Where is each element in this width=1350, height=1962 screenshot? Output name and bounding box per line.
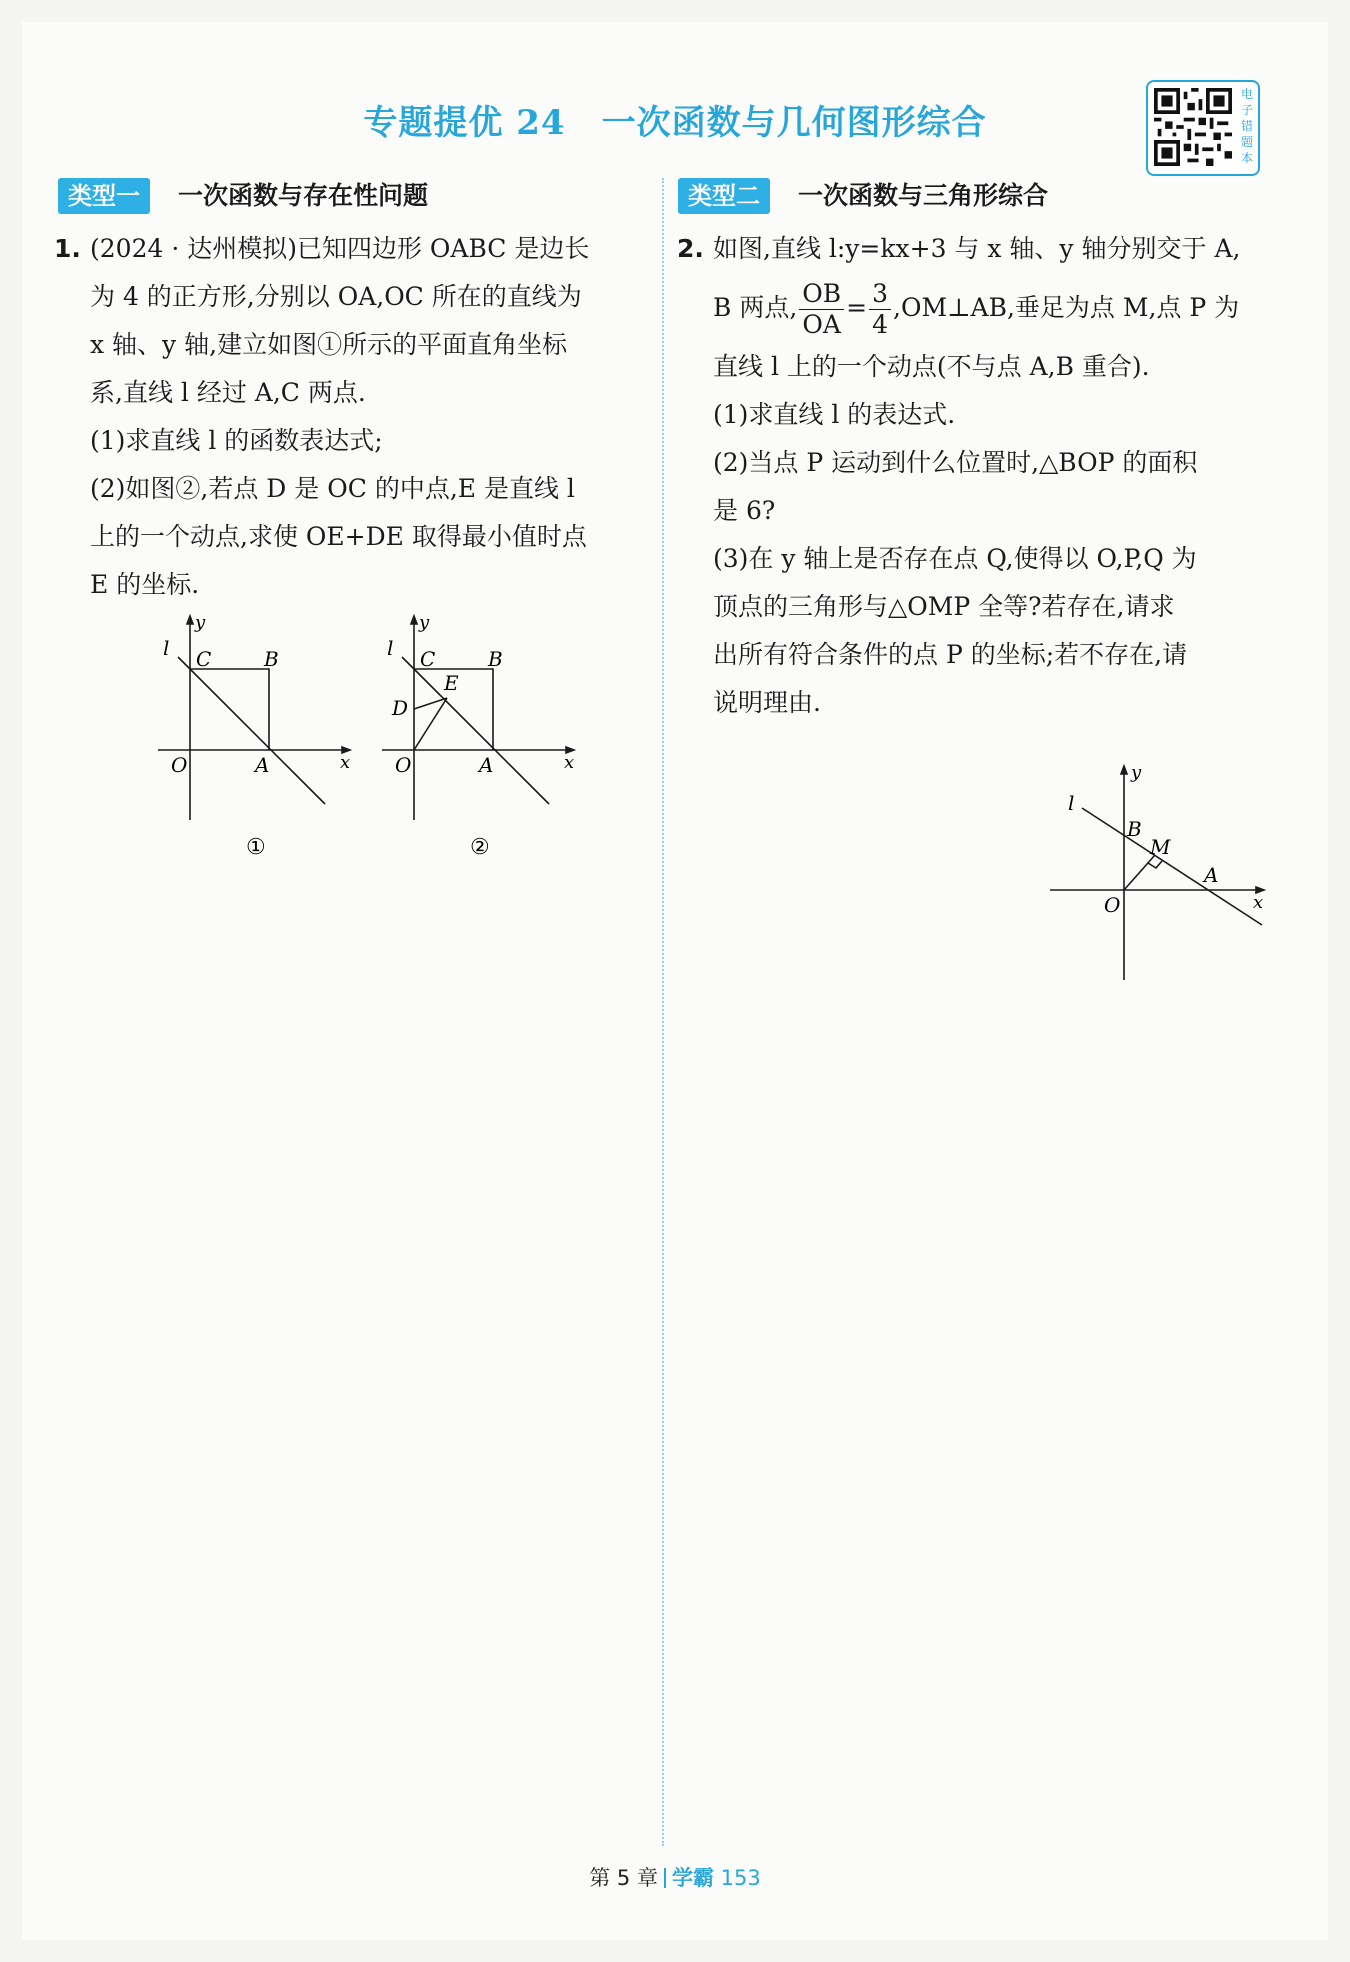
problem-2-fraction-line <box>713 273 1273 343</box>
fig2-segment-oe <box>414 698 447 750</box>
fig1-y-arrow <box>187 616 193 624</box>
fig1-label-x: x <box>340 752 351 773</box>
fig2-label-x: x <box>564 752 575 773</box>
figure-3 <box>1040 760 1270 985</box>
problem-1-line: E 的坐标. <box>90 570 200 599</box>
fig1-label-c: C <box>196 647 212 671</box>
fig3-label-y: y <box>1131 762 1142 783</box>
section2-heading: 一次函数与三角形综合 <box>798 181 1049 210</box>
fig2-y-arrow <box>411 616 417 624</box>
section2-badge: 类型二 <box>678 178 770 214</box>
fraction-numerator: OB <box>799 279 844 310</box>
fig1-label-o: O <box>171 753 188 777</box>
fig3-right-angle-mark <box>1148 861 1162 868</box>
problem-2-line: 顶点的三角形与△OMP 全等?若存在,请求 <box>713 592 1175 621</box>
title-topic-number: 专题提优 24 <box>363 103 566 143</box>
problem-1-line: 系,直线 l 经过 A,C 两点. <box>90 378 366 407</box>
problem-2-line: 出所有符合条件的点 P 的坐标;若不存在,请 <box>713 640 1188 669</box>
fig1-caption: ① <box>246 835 266 860</box>
footer-brand: 学霸 <box>671 1866 714 1890</box>
fig3-y-arrow <box>1121 766 1127 774</box>
fig3-label-x: x <box>1253 892 1264 913</box>
qr-code-box[interactable] <box>1146 80 1260 176</box>
fig1-line-l <box>178 657 325 804</box>
problem-1-line: (2024 · 达州模拟)已知四边形 OABC 是边长 <box>90 234 590 263</box>
fig3-label-l: l <box>1068 791 1075 815</box>
page-number: 153 <box>720 1866 761 1890</box>
fig2-line-l <box>402 657 549 804</box>
equals-sign: = <box>846 293 868 322</box>
fraction-denominator: 4 <box>872 310 888 339</box>
footer-chapter: 第 5 章 <box>589 1866 658 1890</box>
fraction-denominator: OA <box>802 310 841 339</box>
page-footer <box>0 1862 1350 1892</box>
fig2-label-c: C <box>420 647 436 671</box>
problem-2 <box>677 225 1273 727</box>
figure-2 <box>374 610 584 860</box>
fig3-label-m: M <box>1150 835 1171 859</box>
problem-1-number: 1. <box>54 234 81 263</box>
fraction-ob-oa <box>799 279 844 340</box>
qr-label: 电子错题本 <box>1240 87 1253 165</box>
problem-2-line: (3)在 y 轴上是否存在点 Q,使得以 O,P,Q 为 <box>713 544 1197 573</box>
fig3-label-o: O <box>1104 893 1121 917</box>
problem-1 <box>54 225 650 609</box>
problem-2-line: (1)求直线 l 的表达式. <box>713 400 956 429</box>
fig1-label-y: y <box>195 612 206 633</box>
problem-2-line: (2)当点 P 运动到什么位置时,△BOP 的面积 <box>713 448 1198 477</box>
title-topic-name: 一次函数与几何图形综合 <box>601 103 987 143</box>
problem-2-line: 说明理由. <box>713 688 821 717</box>
fig3-label-b: B <box>1127 817 1142 841</box>
fraction-3-4 <box>869 279 891 340</box>
fig2-label-e: E <box>444 671 459 695</box>
fig3-segment-om <box>1124 855 1155 890</box>
fig2-label-b: B <box>488 647 503 671</box>
fig2-label-l: l <box>387 636 394 660</box>
figure-1 <box>150 610 360 860</box>
problem-1-line: x 轴、y 轴,建立如图①所示的平面直角坐标 <box>90 330 568 359</box>
problem-2-line: 如图,直线 l:y=kx+3 与 x 轴、y 轴分别交于 A, <box>713 234 1241 263</box>
problem-1-line: (1)求直线 l 的函数表达式; <box>90 426 383 455</box>
problem-2-line2-pre: B 两点, <box>713 293 798 322</box>
fig1-label-l: l <box>163 636 170 660</box>
problem-1-line: 上的一个动点,求使 OE+DE 取得最小值时点 <box>90 522 587 551</box>
fig2-label-d: D <box>392 696 409 720</box>
fig2-caption: ② <box>470 835 490 860</box>
problem-1-line: 为 4 的正方形,分别以 OA,OC 所在的直线为 <box>90 282 582 311</box>
problem-2-line2-post: ,OM⊥AB,垂足为点 M,点 P 为 <box>893 293 1240 322</box>
problem-2-line: 是 6? <box>713 496 776 525</box>
fig2-label-a: A <box>479 753 494 777</box>
fraction-numerator: 3 <box>869 279 891 310</box>
fig3-label-a: A <box>1204 863 1219 887</box>
fig2-segment-de <box>414 698 447 709</box>
section1-heading: 一次函数与存在性问题 <box>178 181 429 210</box>
section1-badge: 类型一 <box>58 178 150 214</box>
fig1-label-b: B <box>264 647 279 671</box>
qr-code-icon <box>1154 88 1232 166</box>
column-divider <box>662 178 664 1846</box>
footer-separator <box>664 1868 666 1888</box>
fig1-label-a: A <box>255 753 270 777</box>
fig2-label-o: O <box>395 753 412 777</box>
problem-1-line: (2)如图②,若点 D 是 OC 的中点,E 是直线 l <box>90 474 575 503</box>
fig2-label-y: y <box>419 612 430 633</box>
problem-2-line: 直线 l 上的一个动点(不与点 A,B 重合). <box>713 352 1150 381</box>
problem-2-number: 2. <box>677 234 704 263</box>
